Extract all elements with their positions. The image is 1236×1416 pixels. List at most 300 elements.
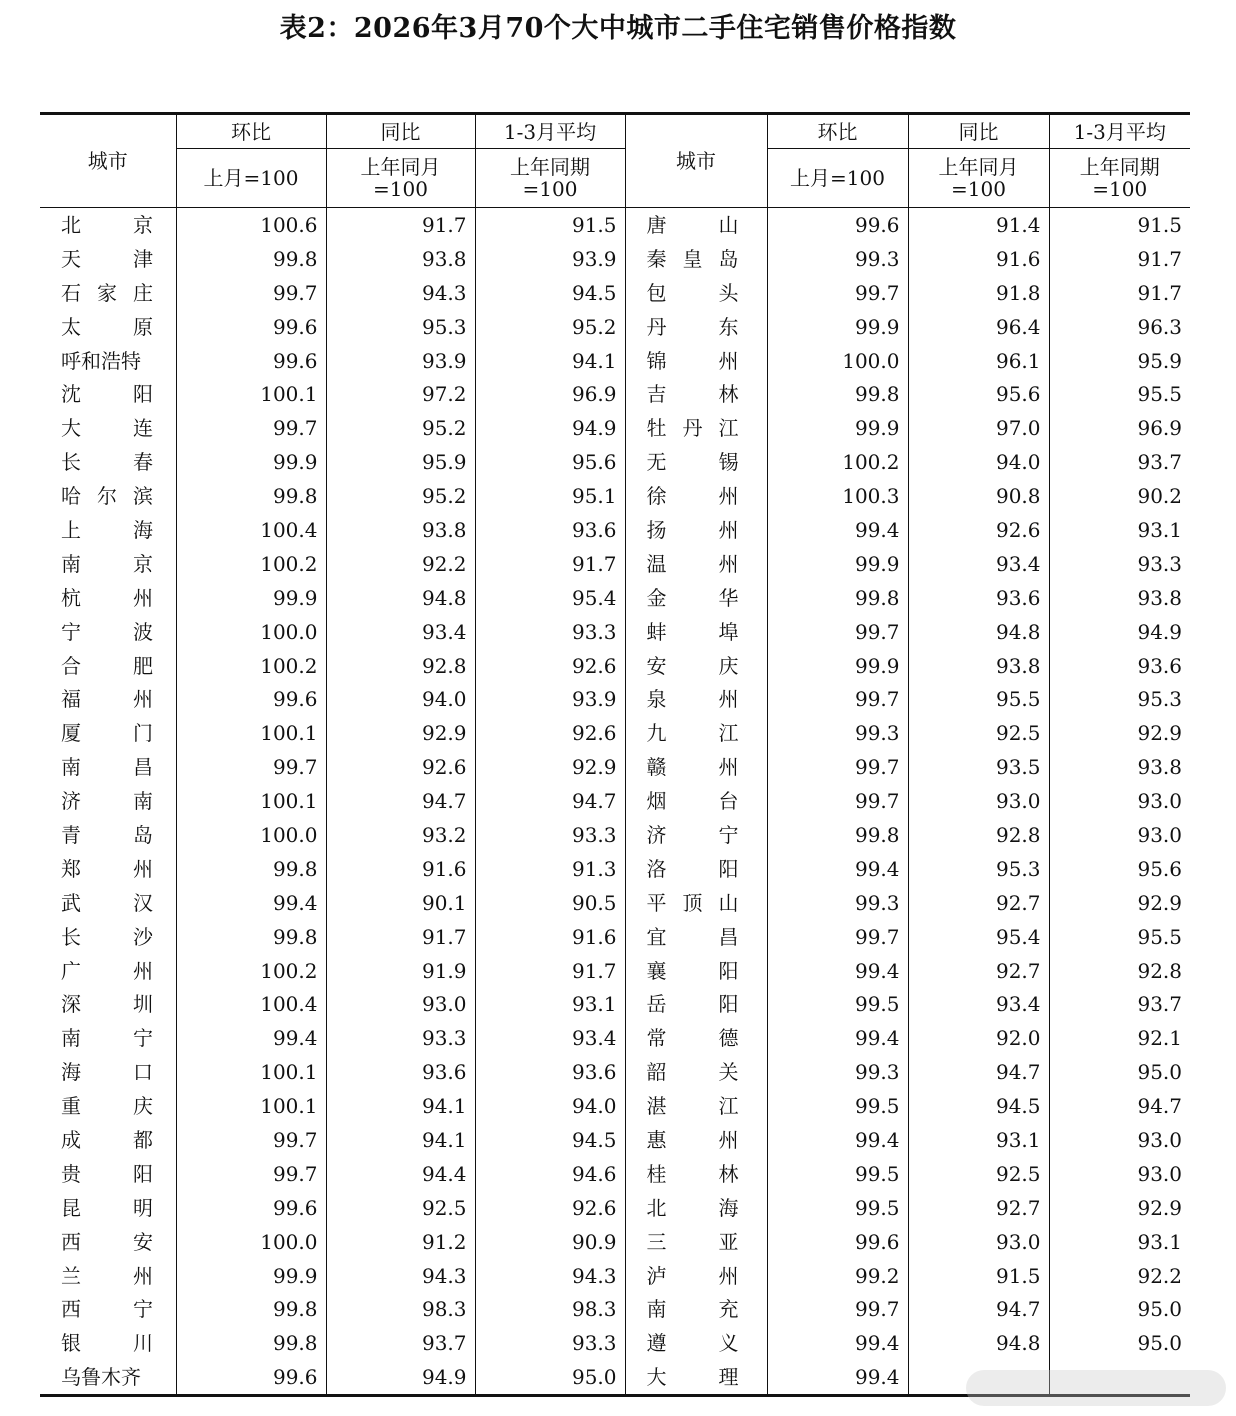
mom-value: 99.6 (176, 344, 326, 378)
header-avg-right: 1-3月平均 (1049, 114, 1190, 149)
avg-value: 95.6 (475, 445, 625, 479)
avg-value: 93.7 (1049, 445, 1190, 479)
city-name: 包 头 (625, 276, 767, 310)
mom-value: 99.8 (176, 920, 326, 954)
mom-value: 99.6 (176, 1360, 326, 1395)
avg-value: 90.5 (475, 886, 625, 920)
city-name: 海 口 (61, 1060, 153, 1085)
city-name: 合 肥 (61, 653, 153, 678)
mom-value: 99.6 (176, 310, 326, 344)
table-row (40, 615, 1190, 649)
avg-value: 92.8 (1049, 954, 1190, 988)
city-name: 丹 东 (625, 310, 767, 344)
city-name: 韶 关 (625, 1055, 767, 1089)
city-name: 安 庆 (625, 649, 767, 683)
table-row (40, 208, 1190, 242)
mom-value: 99.4 (176, 886, 326, 920)
city-name: 宜 昌 (625, 920, 767, 954)
city-name: 平 顶 山 (625, 886, 767, 920)
city-name: 郑 州 (61, 856, 153, 881)
city-name: 泸 州 (625, 1259, 767, 1293)
avg-value: 93.6 (1049, 649, 1190, 683)
yoy-value: 91.7 (326, 920, 475, 954)
mom-value: 99.8 (176, 1293, 326, 1327)
yoy-value: 94.1 (326, 1123, 475, 1157)
mom-value: 99.8 (176, 479, 326, 513)
city-name: 湛 江 (625, 1089, 767, 1123)
yoy-value: 93.8 (908, 649, 1049, 683)
yoy-value: 93.0 (908, 784, 1049, 818)
avg-value: 95.5 (1049, 920, 1190, 954)
page-title: 表2：2026年3月70个大中城市二手住宅销售价格指数 (279, 13, 957, 44)
city-name: 南 昌 (61, 755, 153, 780)
table-row (40, 479, 1190, 513)
mom-value: 99.4 (767, 1326, 908, 1360)
mom-value: 99.6 (767, 1225, 908, 1259)
avg-value: 93.6 (475, 513, 625, 547)
city-name: 洛 阳 (625, 852, 767, 886)
mom-value: 100.3 (767, 479, 908, 513)
city-name: 成 都 (61, 1127, 153, 1152)
yoy-value: 95.2 (326, 411, 475, 445)
city-name: 锦 州 (625, 344, 767, 378)
header-yoy-base-right: 上年同月 =100 (908, 149, 1049, 208)
table-row (40, 1259, 1190, 1293)
yoy-value: 94.7 (908, 1293, 1049, 1327)
avg-value: 93.7 (1049, 987, 1190, 1021)
yoy-value: 98.3 (326, 1293, 475, 1327)
avg-value: 96.9 (1049, 411, 1190, 445)
avg-value: 92.9 (475, 750, 625, 784)
yoy-value: 90.1 (326, 886, 475, 920)
city-name: 唐 山 (625, 208, 767, 242)
yoy-value: 92.6 (326, 750, 475, 784)
mom-value: 99.7 (176, 1157, 326, 1191)
avg-value: 93.8 (1049, 750, 1190, 784)
yoy-value: 92.2 (326, 547, 475, 581)
avg-value: 91.7 (475, 954, 625, 988)
table-row (40, 852, 1190, 886)
mom-value: 100.1 (176, 1055, 326, 1089)
city-name: 吉 林 (625, 377, 767, 411)
yoy-value: 94.7 (908, 1055, 1049, 1089)
header-row-1 (40, 114, 1190, 149)
mom-value: 99.5 (767, 1089, 908, 1123)
avg-value: 94.7 (475, 784, 625, 818)
city-name: 长 沙 (61, 924, 153, 949)
mom-value: 99.4 (767, 852, 908, 886)
table-row (40, 784, 1190, 818)
yoy-value: 93.5 (908, 750, 1049, 784)
avg-value: 92.9 (1049, 716, 1190, 750)
mom-value: 99.9 (176, 1259, 326, 1293)
table-row (40, 1326, 1190, 1360)
yoy-value: 95.3 (326, 310, 475, 344)
city-name: 武 汉 (61, 890, 153, 915)
yoy-value: 94.8 (326, 581, 475, 615)
city-name: 兰 州 (61, 1263, 153, 1288)
yoy-value: 93.7 (326, 1326, 475, 1360)
mom-value: 99.8 (767, 818, 908, 852)
avg-value: 94.1 (475, 344, 625, 378)
yoy-value: 94.7 (326, 784, 475, 818)
avg-value: 94.0 (475, 1089, 625, 1123)
avg-value: 95.2 (475, 310, 625, 344)
header-mom-left: 环比 (176, 114, 326, 149)
yoy-value: 95.9 (326, 445, 475, 479)
yoy-value: 91.6 (908, 242, 1049, 276)
avg-value: 92.6 (475, 716, 625, 750)
mom-value: 100.4 (176, 987, 326, 1021)
mom-value: 99.8 (767, 377, 908, 411)
avg-value: 90.2 (1049, 479, 1190, 513)
table-row (40, 1191, 1190, 1225)
header-city-left: 城市 (40, 114, 176, 208)
city-name: 西 安 (61, 1229, 153, 1254)
city-name: 昆 明 (61, 1195, 153, 1220)
table-row (40, 716, 1190, 750)
yoy-value: 93.3 (326, 1021, 475, 1055)
header-yoy-right: 同比 (908, 114, 1049, 149)
avg-value: 94.3 (475, 1259, 625, 1293)
city-name: 重 庆 (61, 1094, 153, 1119)
avg-value: 91.5 (1049, 208, 1190, 242)
avg-value: 93.1 (1049, 513, 1190, 547)
avg-value: 98.3 (475, 1293, 625, 1327)
yoy-value: 97.0 (908, 411, 1049, 445)
city-name: 福 州 (61, 687, 153, 712)
yoy-value: 92.5 (326, 1191, 475, 1225)
city-name: 三 亚 (625, 1225, 767, 1259)
table-row (40, 750, 1190, 784)
table-row (40, 682, 1190, 716)
avg-value: 92.9 (1049, 1191, 1190, 1225)
avg-value: 96.9 (475, 377, 625, 411)
table-row (40, 310, 1190, 344)
table-row (40, 1123, 1190, 1157)
yoy-value: 93.4 (326, 615, 475, 649)
yoy-value: 94.1 (326, 1089, 475, 1123)
yoy-value: 95.5 (908, 682, 1049, 716)
mom-value: 99.7 (176, 411, 326, 445)
yoy-value: 91.6 (326, 852, 475, 886)
yoy-value: 94.3 (326, 276, 475, 310)
city-name: 宁 波 (61, 619, 153, 644)
avg-value: 93.3 (475, 1326, 625, 1360)
avg-value: 91.7 (1049, 242, 1190, 276)
avg-value: 91.3 (475, 852, 625, 886)
city-name: 深 圳 (61, 992, 153, 1017)
avg-value: 93.4 (475, 1021, 625, 1055)
mom-value: 99.5 (767, 1157, 908, 1191)
yoy-value: 93.8 (326, 513, 475, 547)
mom-value: 100.0 (176, 615, 326, 649)
yoy-value: 93.0 (326, 987, 475, 1021)
yoy-value: 96.4 (908, 310, 1049, 344)
city-name: 乌鲁木齐 (61, 1365, 141, 1390)
city-name: 天 津 (61, 246, 153, 271)
avg-value: 92.6 (475, 649, 625, 683)
city-name: 无 锡 (625, 445, 767, 479)
yoy-value: 92.7 (908, 954, 1049, 988)
table-row (40, 344, 1190, 378)
yoy-value: 96.1 (908, 344, 1049, 378)
mom-value: 99.8 (767, 581, 908, 615)
city-name: 秦 皇 岛 (625, 242, 767, 276)
table-row (40, 1293, 1190, 1327)
mom-value: 100.6 (176, 208, 326, 242)
table-row (40, 987, 1190, 1021)
avg-value: 91.6 (475, 920, 625, 954)
city-name: 厦 门 (61, 721, 153, 746)
avg-value: 90.9 (475, 1225, 625, 1259)
yoy-value: 95.4 (908, 920, 1049, 954)
table-row (40, 954, 1190, 988)
yoy-value: 90.8 (908, 479, 1049, 513)
avg-value: 93.1 (1049, 1225, 1190, 1259)
mom-value: 99.9 (767, 547, 908, 581)
yoy-value: 97.2 (326, 377, 475, 411)
table-row (40, 581, 1190, 615)
yoy-value: 92.5 (908, 716, 1049, 750)
avg-value: 93.3 (1049, 547, 1190, 581)
city-name: 银 川 (61, 1331, 153, 1356)
yoy-value: 92.9 (326, 716, 475, 750)
mom-value: 100.0 (176, 1225, 326, 1259)
mom-value: 99.8 (176, 1326, 326, 1360)
table-row (40, 1089, 1190, 1123)
watermark-overlay (966, 1370, 1226, 1406)
mom-value: 99.4 (767, 1123, 908, 1157)
table-row (40, 818, 1190, 852)
city-name: 九 江 (625, 716, 767, 750)
yoy-value: 91.2 (326, 1225, 475, 1259)
mom-value: 100.1 (176, 377, 326, 411)
city-name: 牡 丹 江 (625, 411, 767, 445)
table-body (40, 208, 1190, 1396)
table-row (40, 377, 1190, 411)
avg-value: 91.7 (1049, 276, 1190, 310)
avg-value: 92.9 (1049, 886, 1190, 920)
yoy-value: 94.5 (908, 1089, 1049, 1123)
yoy-value: 94.0 (908, 445, 1049, 479)
mom-value: 99.4 (767, 954, 908, 988)
header-mom-right: 环比 (767, 114, 908, 149)
avg-value: 93.9 (475, 242, 625, 276)
avg-value: 92.2 (1049, 1259, 1190, 1293)
yoy-value: 92.0 (908, 1021, 1049, 1055)
mom-value: 99.5 (767, 987, 908, 1021)
avg-value: 94.5 (475, 276, 625, 310)
yoy-value: 93.1 (908, 1123, 1049, 1157)
price-index-table (40, 112, 1190, 1397)
mom-value: 99.2 (767, 1259, 908, 1293)
yoy-value: 92.6 (908, 513, 1049, 547)
yoy-value: 94.0 (326, 682, 475, 716)
city-name: 贵 阳 (61, 1161, 153, 1186)
mom-value: 99.7 (176, 276, 326, 310)
avg-value: 93.8 (1049, 581, 1190, 615)
avg-value: 96.3 (1049, 310, 1190, 344)
avg-value: 93.1 (475, 987, 625, 1021)
mom-value: 99.3 (767, 716, 908, 750)
mom-value: 100.0 (767, 344, 908, 378)
mom-value: 99.9 (176, 445, 326, 479)
yoy-value: 94.3 (326, 1259, 475, 1293)
city-name: 桂 林 (625, 1157, 767, 1191)
city-name: 上 海 (61, 517, 153, 542)
yoy-value: 95.6 (908, 377, 1049, 411)
mom-value: 99.9 (767, 310, 908, 344)
mom-value: 100.2 (176, 649, 326, 683)
avg-value: 93.0 (1049, 784, 1190, 818)
avg-value: 93.0 (1049, 1157, 1190, 1191)
header-avg-left: 1-3月平均 (475, 114, 625, 149)
avg-value: 92.6 (475, 1191, 625, 1225)
avg-value: 95.0 (1049, 1293, 1190, 1327)
mom-value: 99.8 (176, 242, 326, 276)
city-name: 蚌 埠 (625, 615, 767, 649)
avg-value: 93.6 (475, 1055, 625, 1089)
yoy-value: 95.3 (908, 852, 1049, 886)
table-row (40, 513, 1190, 547)
mom-value: 100.1 (176, 716, 326, 750)
table-row (40, 886, 1190, 920)
yoy-value: 93.4 (908, 547, 1049, 581)
city-name: 西 宁 (61, 1297, 153, 1322)
header-row-2 (40, 149, 1190, 208)
mom-value: 100.1 (176, 1089, 326, 1123)
yoy-value: 91.9 (326, 954, 475, 988)
mom-value: 99.4 (176, 1021, 326, 1055)
avg-value: 95.6 (1049, 852, 1190, 886)
mom-value: 99.6 (176, 682, 326, 716)
city-name: 太 原 (61, 314, 153, 339)
city-name: 北 海 (625, 1191, 767, 1225)
header-yoy-base-left: 上年同月 =100 (326, 149, 475, 208)
mom-value: 100.2 (176, 954, 326, 988)
city-name: 沈 阳 (61, 382, 153, 407)
avg-value: 91.7 (475, 547, 625, 581)
city-name: 南 京 (61, 551, 153, 576)
city-name: 青 岛 (61, 822, 153, 847)
yoy-value: 94.8 (908, 1326, 1049, 1360)
mom-value: 99.7 (176, 750, 326, 784)
city-name: 惠 州 (625, 1123, 767, 1157)
mom-value: 100.2 (176, 547, 326, 581)
mom-value: 99.7 (767, 276, 908, 310)
yoy-value: 94.4 (326, 1157, 475, 1191)
table-row (40, 547, 1190, 581)
avg-value: 95.3 (1049, 682, 1190, 716)
city-name: 石 家 庄 (61, 280, 153, 305)
yoy-value: 92.7 (908, 1191, 1049, 1225)
city-name: 襄 阳 (625, 954, 767, 988)
mom-value: 99.6 (767, 208, 908, 242)
table-row (40, 649, 1190, 683)
mom-value: 99.5 (767, 1191, 908, 1225)
city-name: 常 德 (625, 1021, 767, 1055)
table-row (40, 1021, 1190, 1055)
avg-value: 93.0 (1049, 818, 1190, 852)
avg-value: 94.6 (475, 1157, 625, 1191)
avg-value: 93.9 (475, 682, 625, 716)
table-row (40, 276, 1190, 310)
city-name: 广 州 (61, 958, 153, 983)
avg-value: 94.9 (475, 411, 625, 445)
mom-value: 99.3 (767, 1055, 908, 1089)
avg-value: 95.4 (475, 581, 625, 615)
city-name: 遵 义 (625, 1326, 767, 1360)
yoy-value: 93.6 (908, 581, 1049, 615)
table-row (40, 411, 1190, 445)
table-row (40, 1055, 1190, 1089)
yoy-value: 91.7 (326, 208, 475, 242)
avg-value: 95.9 (1049, 344, 1190, 378)
mom-value: 100.2 (767, 445, 908, 479)
city-name: 岳 阳 (625, 987, 767, 1021)
city-name: 长 春 (61, 450, 153, 475)
avg-value: 94.7 (1049, 1089, 1190, 1123)
city-name: 温 州 (625, 547, 767, 581)
city-name: 泉 州 (625, 682, 767, 716)
mom-value: 99.9 (176, 581, 326, 615)
yoy-value: 91.5 (908, 1259, 1049, 1293)
yoy-value: 92.5 (908, 1157, 1049, 1191)
yoy-value: 91.8 (908, 276, 1049, 310)
mom-value: 99.7 (767, 615, 908, 649)
avg-value: 91.5 (475, 208, 625, 242)
city-name: 赣 州 (625, 750, 767, 784)
header-yoy-left: 同比 (326, 114, 475, 149)
mom-value: 99.7 (767, 784, 908, 818)
mom-value: 99.7 (767, 920, 908, 954)
mom-value: 100.0 (176, 818, 326, 852)
header-mom-base-right: 上月=100 (767, 149, 908, 208)
avg-value: 93.3 (475, 615, 625, 649)
city-name: 杭 州 (61, 585, 153, 610)
yoy-value: 92.8 (326, 649, 475, 683)
table-row (40, 1157, 1190, 1191)
city-name: 南 宁 (61, 1026, 153, 1051)
yoy-value: 93.2 (326, 818, 475, 852)
yoy-value: 91.4 (908, 208, 1049, 242)
mom-value: 99.8 (176, 852, 326, 886)
avg-value: 92.1 (1049, 1021, 1190, 1055)
avg-value: 93.3 (475, 818, 625, 852)
mom-value: 99.7 (767, 750, 908, 784)
mom-value: 100.1 (176, 784, 326, 818)
mom-value: 99.4 (767, 1021, 908, 1055)
table-row (40, 242, 1190, 276)
yoy-value: 94.8 (908, 615, 1049, 649)
yoy-value: 92.7 (908, 886, 1049, 920)
yoy-value: 93.4 (908, 987, 1049, 1021)
header-city-right: 城市 (625, 114, 767, 208)
city-name: 哈 尔 滨 (61, 484, 153, 509)
mom-value: 99.3 (767, 242, 908, 276)
yoy-value: 95.2 (326, 479, 475, 513)
avg-value: 93.0 (1049, 1123, 1190, 1157)
mom-value: 99.7 (767, 1293, 908, 1327)
mom-value: 99.7 (176, 1123, 326, 1157)
city-name: 北 京 (61, 212, 153, 237)
yoy-value: 94.9 (326, 1360, 475, 1395)
mom-value: 99.4 (767, 513, 908, 547)
avg-value: 95.0 (1049, 1055, 1190, 1089)
yoy-value: 93.6 (326, 1055, 475, 1089)
city-name: 济 宁 (625, 818, 767, 852)
